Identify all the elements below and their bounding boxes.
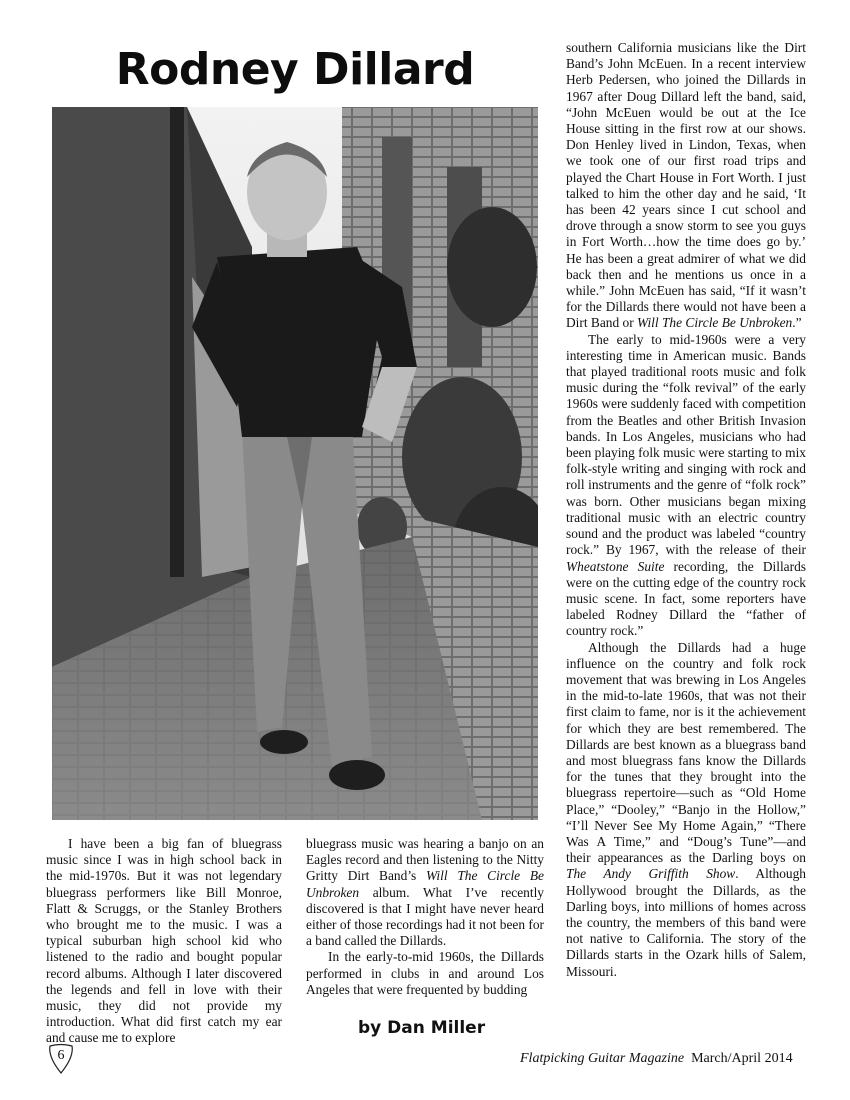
paragraph: In the early-to-mid 1960s, the Dillards performed in clubs in and around Los Angeles that were frequented by budding [306,949,544,997]
page-number-label: 6 [57,1048,65,1063]
byline: by Dan Miller [358,1018,486,1038]
article-column-left [46,836,282,1047]
article-photo [52,107,538,820]
photo-portrait-icon [52,107,538,820]
article-column-middle [306,836,544,998]
article-title: Rodney Dillard [115,44,475,95]
paragraph: southern California musicians like the Dirt Band’s John McEuen. In a recent interview Herb Pedersen, who joined the Dillards in 1967 after Doug Dillard left the band, said, “John McEuen would be out at the Ice House sitting in the first row at our shows. Don Henley lived in Lindon, Texas, when we took one of our first road trips and played the Chart House in Fort Worth. I just talked to him the other day and he said, ‘It has been 42 years since I cut school and drove through a snow storm to see you guys in Fort Worth…how the time does go by.’ He has been a great admirer of what we did back then and he mentions us once in a while.” John McEuen has said, “If it wasn’t for the Dillards there would not have been a Dirt Band or Will The Circle Be Unbroken.” [566,40,806,331]
paragraph: I have been a big fan of bluegrass music since I was in high school back in the mid-1970s. But it was not legendary bluegrass performers like Bill Monroe, Flatt & Scruggs, or the Stanley Brothers who brought me to the music. I was a typical suburban high school kid who listened to the radio and bought popular record albums. Although I later discovered the legends and fell in love with their music, they did not provide my introduction. What did first catch my ear and cause me to explore [46,836,282,1046]
issue-date: March/April 2014 [691,1051,793,1066]
paragraph: Although the Dillards had a huge influence on the country and folk rock movement that was brewing in Los Angeles in the mid-to-late 1960s, that was not their first claim to fame, nor is it the achievement for which they are best remembered. The Dillards are best known as a bluegrass band and most bluegrass fans know the Dillards for the tunes that they brought into the bluegrass repertoire—such as “Old Home Place,” “Dooley,” “Banjo in the Hollow,” “I’ll Never See My Home Again,” “There Was A Time,” and “Doug’s Tune”—and their appearances as the Darling boys on The Andy Griffith Show. Although Hollywood brought the Dillards, as the Darling boys, into millions of homes across the country, the members of this band were not native to California. The story of the Dillards starts in the Ozark hills of Salem, Missouri. [566,639,806,979]
paragraph: The early to mid-1960s were a very interesting time in American music. Bands that played traditional roots music and folk music during the “folk revival” of the early 1960s were suddenly faced with competition from the Beatles and other British Invasion bands. In Los Angeles, musicians who had been playing folk music were starting to mix folk-style writing and singing with rock and roll instruments and the genre of “folk rock” was born. Other musicians began mixing traditional music with an electric country sound and the product was labeled “country rock.” By 1967, with the release of their Wheatstone Suite recording, the Dillards were on the cutting edge of the country rock music scene. In fact, some reporters have labeled Rodney Dillard the “father of country rock.” [566,331,806,639]
page-number [47,1043,75,1075]
article-column-right [566,40,806,980]
magazine-name: Flatpicking Guitar Magazine [520,1051,685,1066]
page-footer [520,1051,793,1067]
paragraph: bluegrass music was hearing a banjo on an Eagles record and then listening to the Nitty Gritty Dirt Band’s Will The Circle Be Unbroken album. What I’ve recently discovered is that I might have never heard either of those recordings had it not been for a band called the Dillards. [306,836,544,949]
